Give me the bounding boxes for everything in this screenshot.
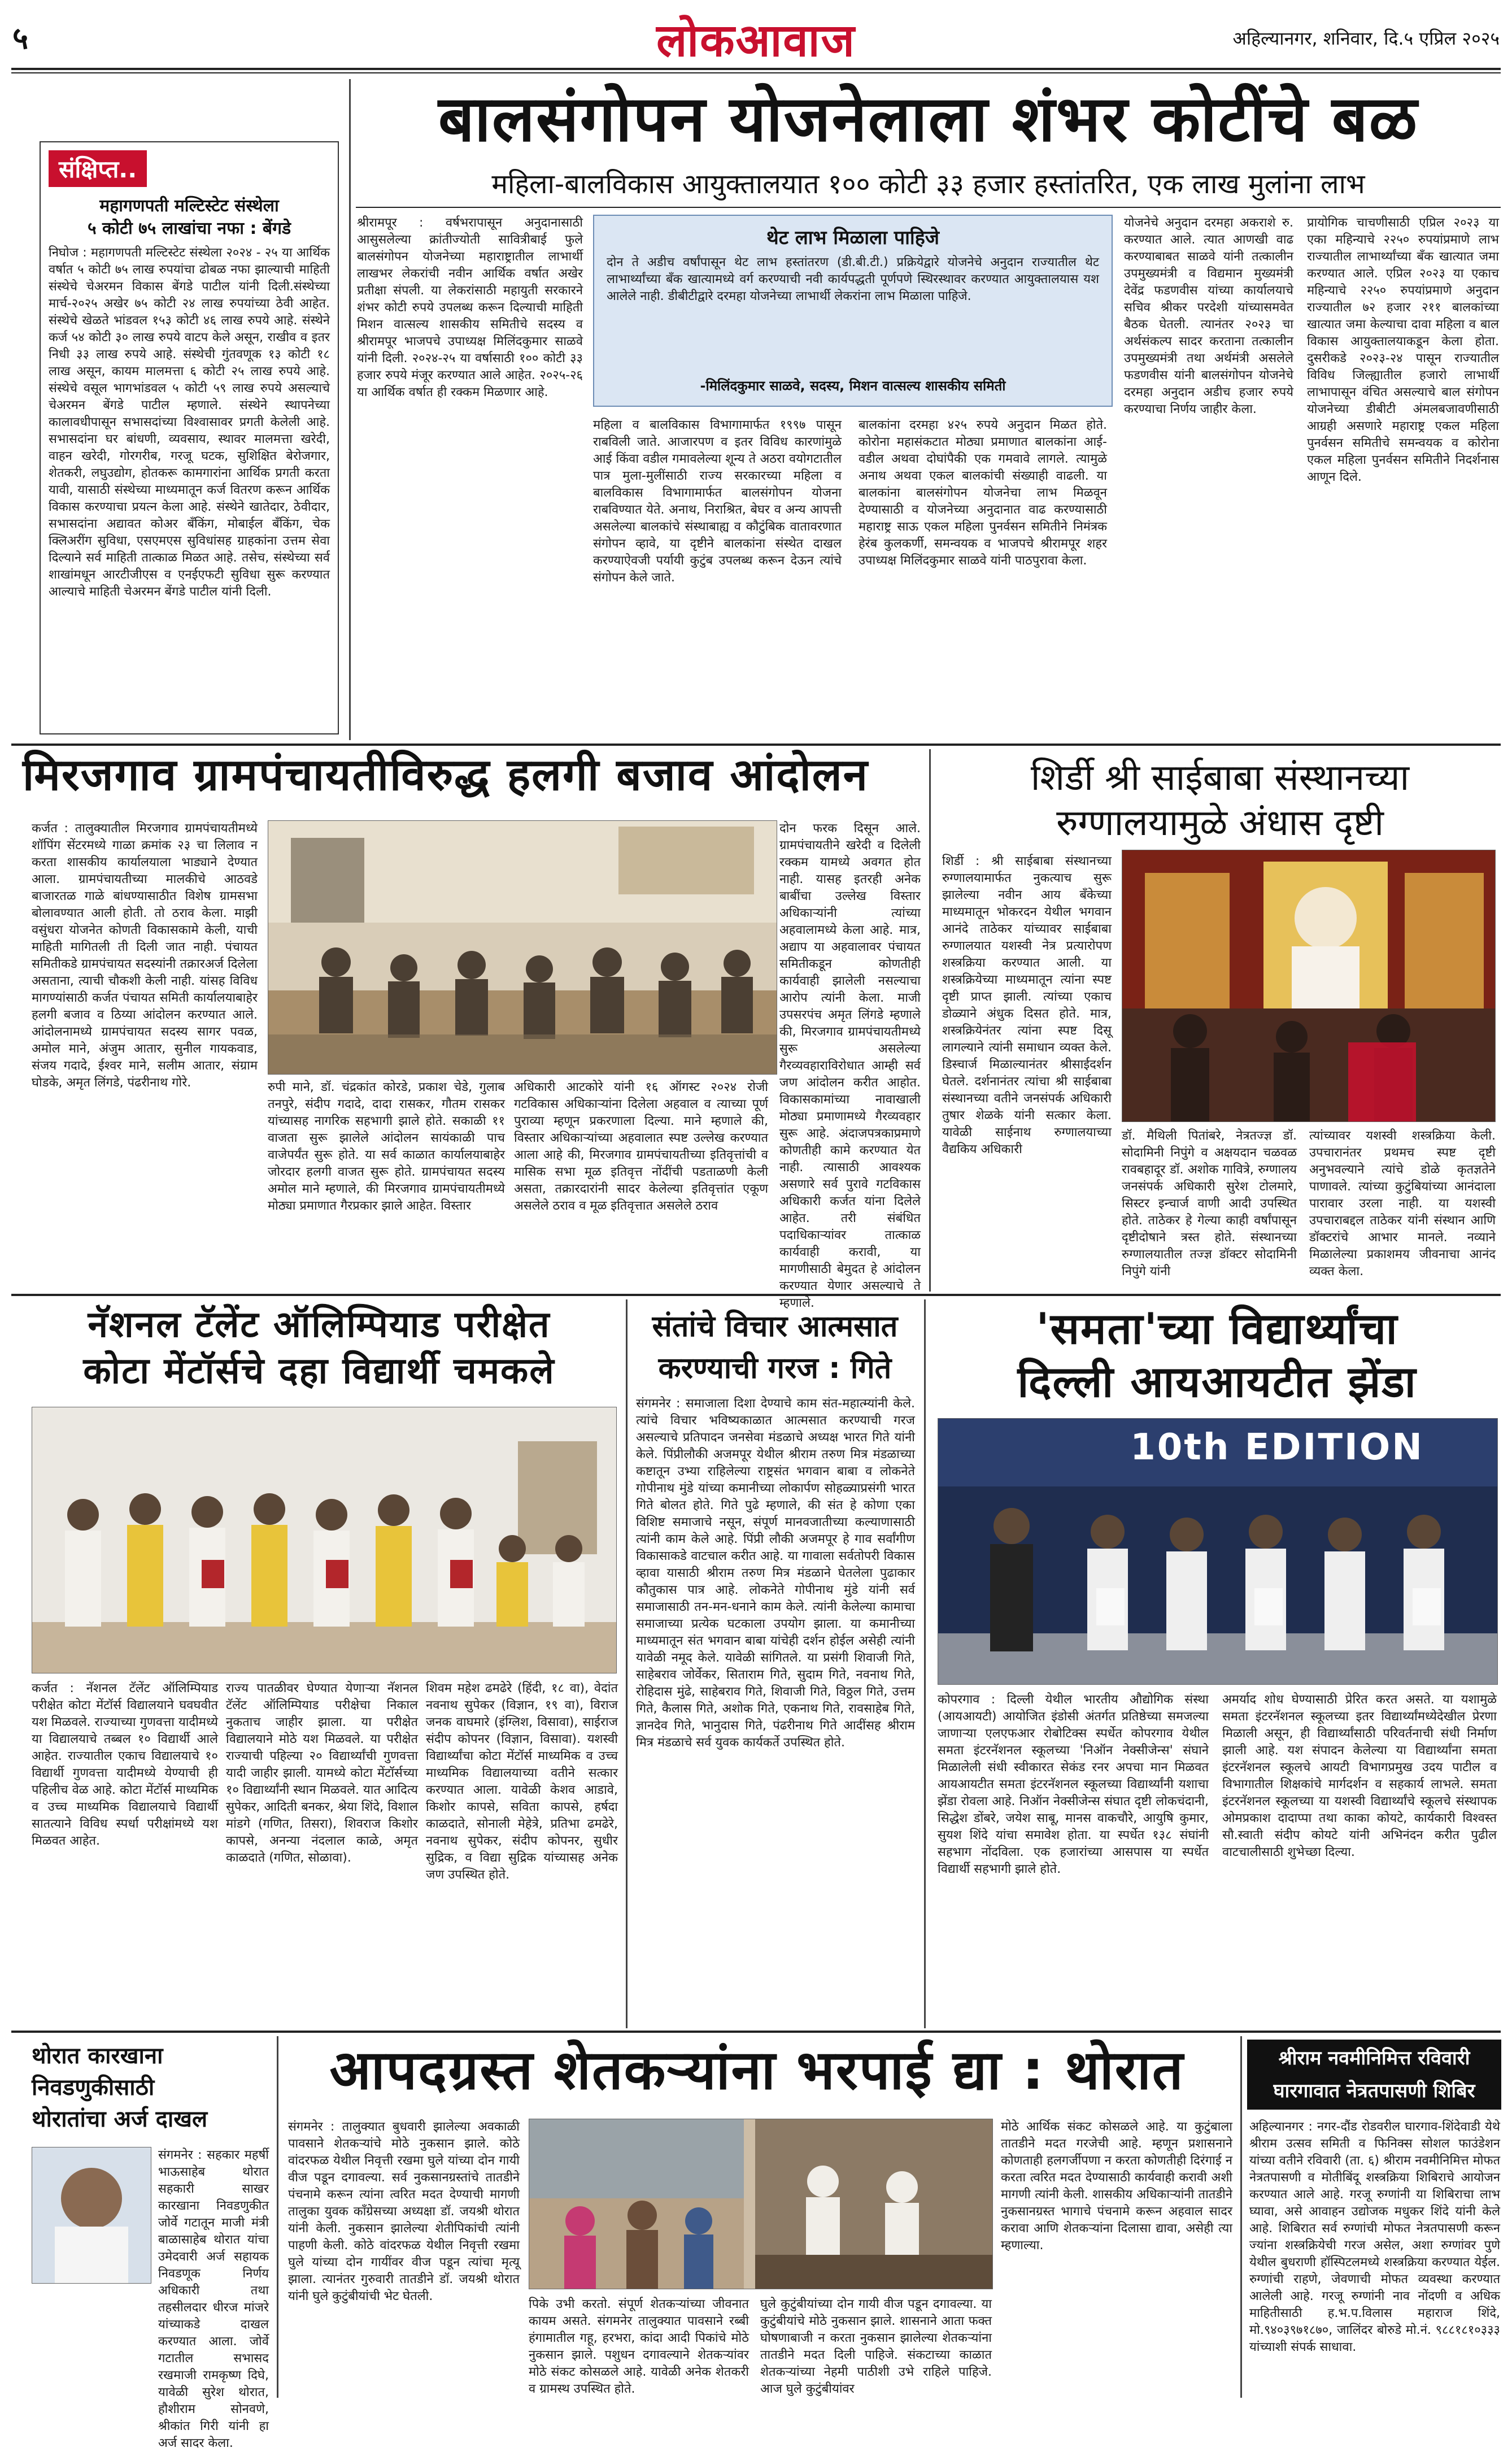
nto-col2: राज्य पातळीवर घेण्यात येणाऱ्या नॅशनल टॅलेंट ऑलिम्पियाड परीक्षेचा निकाल नुकताच जाहीर झाला. या परीक्षेत विद्यालयाने मोठे यश मिळवले. या परीक्षेत राज्याची पहिल्या २० विद्यार्थ्यांची गुणवत्ता यादी जाहीर झाली. यामध्ये कोटा मेंटॉर्सच्या १० विद्यार्थ्यांनी स्थान मिळवले. यात आदित्य सुपेकर, आदिती बनकर, श्रेया शिंदे, विशाल मांडगे (गणित, तिसरा), शिवराज किशोर कापसे, अनन्या नंदलाल काळे, अमृत काळदाते (गणित, सोळावा). [226,1681,418,1865]
shirdi-temple-photo [1122,850,1496,1122]
lead-highlight-box [593,215,1113,407]
thorat-relief-col3: घुले कुटुंबीयांच्या दोन गायी वीज पडून दगावल्या. या कुटुंबीयांचे मोठे नुकसान झाले. शासनाने आता फक्त घोषणाबाजी न करता नुकसान झालेल्या शेतकऱ्यांना तातडीने मदत दिली पाहिजे. संकटाच्या काळात शेतकऱ्यांच्या नेहमी पाठीशी उभे राहिले पाहिजे. आज घुले कुटुंबीयांवर [760,2297,992,2396]
logo-text: लोकआवाज [656,14,856,67]
masthead-rule-thin [11,72,1501,73]
column-rule [924,1299,926,2028]
mirajgaon-col4: दोन फरक दिसून आले. ग्रामपंचायतीने खरेदी व दिलेली रक्कम यामध्ये अवगत होत नाही. यासह इतरही अनेक बाबींचा उल्लेख विस्तार अधिकाऱ्यांनी त्यांच्या अहवालामध्ये केला आहे. मात्र, अद्याप या अहवालावर पंचायत समितीकडून कोणतीही कार्यवाही झालेली नसल्याचा आरोप त्यांनी केला. माजी उपसरपंच अमृत लिंगडे म्हणाले की, मिरजगाव ग्रामपंचायतीमध्ये सुरू असलेल्या गैरव्यवहाराविरोधात आम्ही सर्व जण आंदोलन करीत आहोत. विकासकामांच्या नावाखाली मोठ्या प्रमाणामध्ये गैरव्यवहार सुरू आहे. अंदाजपत्रकाप्रमाणे कोणतीही कामे करण्यात येत नाही. त्यासाठी आवश्यक असणारे सर्व पुरावे गटविकास अधिकारी कर्जत यांना दिलेले आहेत. तरी संबंधित पदाधिकाऱ्यांवर तात्काळ कार्यवाही करावी, या मागणीसाठी बेमुदत हे आंदोलन करण्यात येणार असल्याचे ते म्हणाले. [779,821,921,1310]
section-rule-1 [11,744,1501,746]
saints-body: संगमनेर : समाजाला दिशा देण्याचे काम संत-महात्म्यांनी केले. त्यांचे विचार भविष्यकाळात आत्मसात करण्याची गरज असल्याचे प्रतिपादन जनसेवा मंडळाचे अध्यक्ष भारत गिते यांनी केले. पिंप्रीलौकी अजमपूर येथील श्रीराम तरुण मित्र मंडळाच्या कष्टातून उभ्या राहिलेल्या राष्ट्रसंत भगवान बाबा व लोकनेते गोपीनाथ मुंडे यांच्या कमानीच्या लोकार्पण सोहळ्याप्रसंगी भारत गिते बोलत होते. गिते पुढे म्हणाले, की संत हे कोणा एका विशिष्ट समाजाचे नसून, संपूर्ण मानवजातीच्या कल्याणासाठी त्यांनी काम केले आहे. पिंप्री लौकी अजमपूर हे गाव सर्वांगीण विकासाकडे वाटचाल करीत आहे. या गावाला सर्वतोपरी विकास व्हावा यासाठी श्रीराम तरुण मित्र मंडळाने घेतलेला पुढाकार कौतुकास पात्र आहे. लोकनेते गोपीनाथ मुंडे यांनी सर्व समाजासाठी तन-मन-धनाने काम केले. त्यांनी केलेल्या कामाचा समाजाच्या प्रत्येक घटकाला उपयोग झाला. या कमानीच्या माध्यमातून संत भगवान बाबा यांचेही दर्शन होईल असेही त्यांनी यावेळी नमूद केले. यावेळी सांगितले. या प्रसंगी शिवाजी गिते, साहेबराव जोर्वेकर, सिताराम गिते, सुदाम गिते, नवनाथ गिते, रोहिदास मुंढे, साहेबराव गिते, शिवाजी गिते, विठ्ठल गिते, उत्तम गिते, कैलास गिते, अशोक गिते, एकनाथ गिते, रावसाहेब गिते, ज्ञानदेव गिते, भानुदास गिते, पंढरीनाथ गिते आदींसह श्रीराम मित्र मंडळाचे सर्व युवक कार्यकर्ते उपस्थित होते. [636,1397,915,1750]
dateline: अहिल्यानगर, शनिवार, दि.५ एप्रिल २०२५ [1232,28,1500,49]
thorat-nom-headline-line1: थोरात कारखाना [32,2043,163,2069]
mirajgaon-headline: मिरजगाव ग्रामपंचायतीविरुद्ध हलगी बजाव आंदोलन [23,750,869,801]
brief-title-line2: ५ कोटी ७५ लाखांचा नफा : बेंगडे [87,219,291,238]
lead-box-sign: -मिलिंदकुमार साळवे, सदस्य, मिशन वात्सल्य शासकीय समिती [700,378,1006,394]
lead-col5: प्रायोगिक चाचणीसाठी एप्रिल २०२३ या एका महिन्याचे २२५० रुपयांप्रमाणे लाभ राज्यातील लाभार्थ्यांच्या बँक खात्यात जमा करण्यात आले. एप्रिल २०२३ या एकाच महिन्याचे २२५० रुपयांप्रमाणे अनुदान राज्यातील ७२ हजार २११ बालकांच्या खात्यात जमा केल्याचा दावा महिला व बाल विकास आयुक्तालयाकडून केला होता. दुसरीकडे २०२३-२४ पासून राज्यातील विविध जिल्ह्यातील हजारो लाभार्थी लाभापासून वंचित असल्याचे बाल संगोपन योजनेच्या डीबीटी अंमलबजावणीसाठी आग्रही असणारे महाराष्ट्र एकल महिला पुनर्वसन समितीचे समन्वयक व कोरोना एकल महिला पुनर्वसन समितीने निदर्शनास आणून दिले. [1307,216,1499,484]
column-rule [626,1299,628,2028]
nto-col1: कर्जत : नॅशनल टॅलेंट ऑलिम्पियाड परीक्षेत कोटा मेंटॉर्स विद्यालयाने घवघवीत यश मिळवले. राज्याच्या गुणवत्ता यादीमध्ये या विद्यालयाचे तब्बल १० विद्यार्थी आले आहेत. राज्यातील एकाच विद्यालयाचे १० विद्यार्थी गुणवत्ता यादीमध्ये येण्याची ही पहिलीच वेळ आहे. कोटा मेंटॉर्स माध्यमिक व उच्च माध्यमिक विद्यालयाचे विद्यार्थी सातत्याने विविध स्पर्धा परीक्षांमध्ये यश मिळवत आहेत. [32,1681,218,1848]
nto-headline-line1: नॅशनल टॅलेंट ऑलिम्पियाड परीक्षेत [88,1304,551,1346]
nto-col3: शिवम महेश ढमढेरे (हिंदी, १८ वा), वेदांत नवनाथ सुपेकर (विज्ञान, १९ वा), विराज जनक वाघमारे (इंग्लिश, विसावा), साईराज संदीप कोपनर (विज्ञान, विसावा). यशस्वी विद्यार्थ्यांचा कोटा मेंटॉर्स माध्यमिक व उच्च माध्यमिक विद्यालयाच्या वतीने सत्कार करण्यात आला. यावेळी केशव आडावे, किशोर कापसे, सविता कापसे, हर्षदा काळदाते, सोनाली मेहेत्रे, प्रतिभा ढमढेरे, नवनाथ सुपेकर, संदीप कोपनर, सुधीर सुद्रिक, व विद्या सुद्रिक यांच्यासह अनेक जण उपस्थित होते. [426,1681,618,1882]
column-rule [929,749,931,1292]
thorat-relief-col4: मोठे आर्थिक संकट कोसळले आहे. या कुटुंबाला तातडीने मदत गरजेची आहे. म्हणून प्रशासनाने कोणताही हलगर्जीपणा न करता कोणतीही दिरंगाई न करता त्वरित मदत देण्यासाठी कार्यवाही करावी अशी मागणी त्यांनी केली. शासकीय अधिकाऱ्यांनी तातडीने नुकसानग्रस्त भागाचे पंचनामे करून अहवाल सादर करावा आणि शेतकऱ्यांना दिलासा द्यावा, असेही त्या म्हणाल्या. [1001,2120,1232,2253]
lead-col3: बालकांना दरमहा ४२५ रुपये अनुदान मिळत होते. कोरोना महासंकटात मोठ्या प्रमाणात बालकांना आई-वडील अथवा दोघांपैकी एक गमवावे लागले. त्यामुळे अनाथ अथवा एकल बालकांची संख्याही वाढली. या बालकांना बालसंगोपन योजनेचा लाभ मिळवून देण्यासाठी व योजनेच्या अनुदानात वाढ करण्यासाठी महाराष्ट्र साऊ एकल महिला पुनर्वसन समितीने निमंत्रक हेरंब कुलकर्णी, समन्वयक व भाजपचे श्रीरामपूर शहर उपाध्यक्ष मिलिंदकुमार साळवे यांनी पाठपुरावा केला. [859,418,1107,568]
thorat-nom-headline-line3: थोरातांचा अर्ज दाखल [32,2106,208,2132]
lead-subhead: महिला-बालविकास आयुक्तालयात १०० कोटी ३३ हजार हस्तांतरित, एक लाख मुलांना लाभ [491,168,1365,200]
samata-headline-line2: दिल्ली आयआयटीत झेंडा [1017,1357,1417,1407]
samata-banner-text: 10th EDITION [1130,1427,1424,1468]
column-rule [277,2036,278,2398]
thorat-nom-headline-line2: निवडणुकीसाठी [32,2075,155,2101]
mirajgaon-col3: अधिकारी आटकोरे यांनी १६ ऑगस्ट २०२४ रोजी गटविकास अधिकाऱ्यांना दिलेला अहवाल व त्याच्या पूर्ण पुराव्या म्हणून प्रकरणाला दिल्या. माने म्हणाले की, विस्तार अधिकाऱ्यांच्या अहवालात स्पष्ट उल्लेख करण्यात आला आहे की, मिरजगाव ग्रामपंचायतीच्या इतिवृत्तांची व मासिक सभा मूळ इतिवृत्त नोंदींची पडताळणी केली असता, तक्रारदारांनी सादर केलेल्या इतिवृत्तांत एकूण असलेले ठराव व मूळ इतिवृत्तात असलेले ठराव [514,1080,768,1213]
samata-col2: अमर्याद शोध घेण्यासाठी प्रेरित करत असते. या यशामुळे समता इंटरनॅशनल स्कूलच्या इतर विद्यार्थ्यांमध्येदेखील प्रेरणा मिळाली असून, ही विद्यार्थ्यांसाठी परिवर्तनाची संधी निर्माण झाली आहे. यश संपादन केलेल्या या विद्यार्थ्यांना समता इंटरनॅशनल स्कूलचे आयटी विभागप्रमुख उदय पाटील व विभागातील शिक्षकांचे मार्गदर्शन व सहकार्य लाभले. समता इंटरनॅशनल स्कूलच्या या यशस्वी विद्यार्थ्यांचे स्कूलचे संस्थापक ओमप्रकाश दादाप्पा तथा काका कोयटे, कार्यकारी विश्वस्त सौ.स्वाती संदीप कोयटे यांनी अभिनंदन करीत पुढील वाटचालीसाठी शुभेच्छा दिल्या. [1222,1693,1497,1859]
page-number: ५ [12,20,29,56]
brief-title-line1: महागणपती मल्टिस्टेट संस्थेला [99,196,279,216]
ramnavami-headline-line1: श्रीराम नवमीनिमित्त रविवारी [1278,2047,1470,2070]
thorat-relief-photo [529,2119,993,2289]
brief-box [40,141,339,734]
ramnavami-headline-line2: घारगावात नेत्रतपासणी शिबिर [1273,2080,1475,2102]
lead-col2: महिला व बालविकास विभागामार्फत १९९७ पासून राबविली जाते. आजारपण व इतर विविध कारणांमुळे आई किंवा वडील गमावलेल्या शून्य ते अठरा वयोगटातील पात्र मुला-मुलींसाठी राज्य सरकारच्या महिला व बालविकास विभागामार्फत बालसंगोपन योजना राबविण्यात येते. अनाथ, निराश्रित, बेघर व अन्य आपत्ती असलेल्या बालकांचे संस्थाबाह्य व कौटुंबिक वातावरणात संगोपन व्हावे, या दृष्टीने बालकांना संस्थेत दाखल करण्याऐवजी पर्यायी कुटुंब उपलब्ध करून देऊन त्यांचे संगोपन केले जाते. [593,418,842,585]
brief-body: निघोज : महागणपती मल्टिस्टेट संस्थेला २०२४ - २५ या आर्थिक वर्षात ५ कोटी ७५ लाख रुपयांचा ढोबळ नफा झाल्याची माहिती संस्थेचे चेअरमन विकास बेंगडे पाटील यांनी दिली.संस्थेच्या मार्च-२०२५ अखेर ७५ कोटी २४ लाख रुपयांच्या ठेवी आहेत. संस्थेचे खेळते भांडवल १५३ कोटी ४६ लाख रुपये आहे. संस्थेने कर्ज ५४ कोटी ३० लाख रुपये वाटप केले असून, राखीव व इतर निधी ३३ लाख रुपये आहे. संस्थेची गुंतवणूक १३ कोटी १८ लाख असून, कायम मालमत्ता ६ कोटी २५ लाख रुपये आहे. संस्थेचे वसूल भागभांडवल ५ कोटी ५९ लाख रुपये असल्याचे चेअरमन बेंगडे पाटील म्हणाले. संस्थेने स्थापनेच्या कालावधीपासून सभासदांच्या विश्वासावर प्रगती केलेली आहे. सभासदांना घर बांधणी, व्यवसाय, स्थावर मालमत्ता खरेदी, वाहन खरेदी, गोरगरीब, गरजू घटक, सुशिक्षित बेरोजगार, शेतकरी, लघुउद्योग, होतकरू कामगारांना आर्थिक प्रगती करता यावी, यासाठी संस्थेच्या माध्यमातून कर्ज वितरण करून आर्थिक विकास करण्याचा प्रयत्न केला आहे. संस्थेने खातेदार, ठेवीदार, सभासदांना अद्यावत कोअर बँकिंग, मोबाईल बँकिंग, चेक क्लिअरींग सुविधा, एसएमएस सुविधांसह ग्राहकांना उत्तम सेवा दिल्याने सर्व माहिती तात्काळ मिळत आहे. तसेच, संस्थेच्या सर्व शाखांमधून आरटीजीएस व एनईएफटी सुविधा सुरू करण्यात आल्याचे माहिती चेअरमन बेंगडे पाटील यांनी दिली. [49,246,330,599]
thorat-nom-body: संगमनेर : सहकार महर्षी भाऊसाहेब थोरात सहकारी साखर कारखाना निवडणुकीत जोर्वे गटातून माजी मंत्री बाळासाहेब थोरात यांचा उमेदवारी अर्ज सहायक निवडणूक निर्णय अधिकारी तथा तहसीलदार धीरज मांजरे यांच्याकडे दाखल करण्यात आला. जोर्वे गटातील सभासद रखमाजी रामकृष्ण दिघे, यावेळी सुरेश थोरात, हौशीराम सोनवणे, श्रीकांत गिरी यांनी हा अर्ज सादर केला. [158,2148,269,2450]
samata-col1: कोपरगाव : दिल्ली येथील भारतीय औद्योगिक संस्था (आयआयटी) आयोजित इंडोसी अंतर्गत प्रतिष्ठेच्या समजल्या जाणाऱ्या एलएफआर रोबोटिक्स स्पर्धेत कोपरगाव येथील समता इंटरनॅशनल स्कूलच्या 'निऑन नेक्सीजेन्स' संघाने मिळालेली संधी स्वीकारत सेकंड रनर अपचा मान मिळवत आयआयटीत समता इंटरनॅशनल स्कूलच्या विद्यार्थ्यांनी यशाचा झेंडा रोवला आहे. निऑन नेक्सीजेन्स संघात दृष्टी लोकचंदानी, सिद्धेश डोंबरे, जयेश साबू, मानस वाकचौरे, आयुषि कुमार, सुयश शिंदे यांचा समावेश होता. या स्पर्धेत १३८ संघांनी सहभाग नोंदविला. एक हजारांच्या आसपास या स्पर्धेत विद्यार्थी सहभागी झाले होते. [938,1693,1209,1876]
mirajgaon-protest-photo [268,820,777,1075]
lead-box-body: दोन ते अडीच वर्षांपासून थेट लाभ हस्तांतरण (डी.बी.टी.) प्रक्रियेद्वारे योजनेचे अनुदान राज्यातील थेट लाभार्थ्यांच्या बँक खात्यामध्ये वर्ग करण्याची नवी कार्यपद्धती पूर्णपणे स्थिरस्थावर करण्यात आयुक्तालयास यश आलेले नाही. डीबीटीद्वारे दरमहा योजनेच्या लाभार्थी लेकरांना लाभ मिळाला पाहिजे. [607,255,1099,303]
shirdi-col1: शिर्डी : श्री साईबाबा संस्थानच्या रुग्णालयामार्फत नुकत्याच सुरू झालेल्या नवीन आय बँकेच्या माध्यमातून भोकरदन येथील भगवान आनंदे ताठेकर यांच्यावर साईबाबा रुग्णालयात यशस्वी नेत्र प्रत्यारोपण शस्त्रक्रिया करण्यात आली. या शस्त्रक्रियेच्या माध्यमातून त्यांना स्पष्ट दृष्टी प्राप्त झाली. त्यांच्या एकाच डोळ्याने अंधुक दिसत होते. मात्र, शस्त्रक्रियेनंतर त्यांना स्पष्ट दिसू लागल्याने त्यांनी समाधान व्यक्त केले. डिस्चार्ज मिळाल्यानंतर श्रीसाईदर्शन घेतले. दर्शनानंतर त्यांचा श्री साईबाबा संस्थानच्या वतीने जनसंपर्क अधिकारी तुषार शेळके यांनी सत्कार केला. यावेळी साईनाथ रुग्णालयाच्या वैद्यकिय अधिकारी [942,854,1112,1157]
shirdi-col3: त्यांच्यावर यशस्वी शस्त्रक्रिया केली. उपचारानंतर प्रथमच स्पष्ट दृष्टी अनुभवल्याने त्यांचे डोळे कृतज्ञतेने पाणावले. त्यांच्या कुटुंबियांच्या आनंदाला पारावार उरला नाही. या यशस्वी उपचाराबद्दल ताठेकर यांनी संस्थान आणि डॉक्टरांचे आभार मानले. नव्याने मिळालेल्या प्रकाशमय जीवनाचा आनंद व्यक्त केला. [1309,1129,1496,1279]
lead-headline: बालसंगोपन योजनेलाला शंभर कोटींचे बळ [438,82,1418,156]
column-rule [1240,2036,1242,2398]
ramnavami-body: अहिल्यानगर : नगर-दौंड रोडवरील घारगाव-शिंदेवाडी येथे श्रीराम उत्सव समिती व फिनिक्स सोशल फाउंडेशन यांच्या वतीने रविवारी (ता. ६) श्रीराम नवमीनिमित्त मोफत नेत्रतपासणी व मोतीबिंदू शस्त्रक्रिया शिबिराचे आयोजन करण्यात आले आहे. गरजू रुग्णांनी या शिबिराचा लाभ घ्यावा, असे आवाहन उद्योजक मधुकर शिंदे यांनी केले आहे. शिबिरात सर्व रुग्णांची मोफत नेत्रतपासणी करून ज्यांना शस्त्रक्रियेची गरज असेल, अशा रुग्णांवर पुणे येथील बुधराणी हॉस्पिटलमध्ये शस्त्रक्रिया करण्यात येईल. रुग्णांची राहणे, जेवणाची मोफत व्यवस्था करण्यात आलेली आहे. गरजू रुग्णांनी नाव नोंदणी व अधिक माहितीसाठी ह.भ.प.विलास महाराज शिंदे, मो.९४०३९७१८७०, जालिंदर बोरुडे मो.नं. ९८८१८१०३३३ यांच्याशी संपर्क साधावा. [1249,2120,1500,2354]
lead-col1: श्रीरामपूर : वर्षभरापासून अनुदानासाठी आसुसलेल्या क्रांतीज्योती सावित्रीबाई फुले बालसंगोपन योजनेच्या महाराष्ट्रातील लाभार्थी लाखभर लेकरांची नवीन आर्थिक वर्षात अखेर प्रतीक्षा संपली. या लेकरांसाठी महायुती सरकारने शंभर कोटी रुपये उपलब्ध करून दिल्याची माहिती मिशन वात्सल्य शासकीय समितीचे सदस्य व श्रीरामपूर भाजपचे उपाध्यक्ष मिलिंदकुमार साळवे यांनी दिली. २०२४-२५ या वर्षासाठी १०० कोटी ३३ हजार रुपये मंजूर करण्यात आले आहेत. २०२५-२६ या आर्थिक वर्षात ही रक्कम मिळणार आहे. [357,216,583,399]
samata-students-photo [938,1418,1498,1685]
mirajgaon-col2: रुपी माने, डॉ. चंद्रकांत कोरडे, प्रकाश चेडे, गुलाब तनपुरे, संदीप गदादे, दादा रासकर, गौतम रासकर यांच्यासह नागरिक सहभागी झाले होते. सकाळी ११ वाजता सुरू झालेले आंदोलन सायंकाळी पाच वाजेपर्यंत सुरू होते. या सर्व काळात कार्यालयाबाहेर जोरदार हलगी वाजत सुरू होते. ग्रामपंचायत सदस्य अमोल माने म्हणाले, की मिरजगाव ग्रामपंचायतीमध्ये मोठ्या प्रमाणात गैरप्रकार झाले आहेत. विस्तार [268,1080,505,1213]
masthead-rule [11,68,1501,70]
lead-sub-rule [356,207,1501,208]
ramnavami-header-box [1247,2040,1501,2110]
section-rule-2 [11,1294,1501,1296]
shirdi-headline-line1: शिर्डी श्री साईबाबा संस्थानच्या [1030,757,1410,799]
shirdi-headline-line2: रुग्णालयामुळे अंधास दृष्टी [1056,802,1384,844]
lead-col4: योजनेचे अनुदान दरमहा अकराशे रु. करण्यात आले. त्यात आणखी वाढ करण्याबाबत साळवे यांनी तत्कालीन उपमुख्यमंत्री व विद्यमान मुख्यमंत्री देवेंद्र फडणवीस यांच्या कार्यालयाचे सचिव श्रीकर परदेशी यांच्यासमवेत बैठक घेतली. त्यानंतर २०२३ चा अर्थसंकल्प सादर करताना तत्कालीन उपमुख्यमंत्री तथा अर्थमंत्री असलेले फडणवीस यांनी बालसंगोपन योजनेचे दरमहा अनुदान अडीच हजार रुपये करण्याचा निर्णय जाहीर केला. [1124,216,1293,416]
thorat-relief-headline: आपदग्रस्त शेतकऱ्यांना भरपाई द्या : थोरात [329,2038,1184,2102]
nto-students-photo [32,1407,617,1673]
thorat-relief-col2: पिके उभी करतो. संपूर्ण शेतकऱ्यांच्या जीवनात कायम असते. संगमनेर तालुक्यात पावसाने रब्बी हंगामातील गहू, हरभरा, कांदा आदी पिकांचे मोठे नुकसान झाले. पशुधन दगावल्याने शेतकऱ्यांवर मोठे संकट कोसळले आहे. यावेळी अनेक शेतकरी व ग्रामस्थ उपस्थित होते. [529,2297,749,2396]
saints-headline-line2: करण्याची गरज : गिते [658,1351,892,1385]
nto-headline-line2: कोटा मेंटॉर्सचे दहा विद्यार्थी चमकले [83,1350,555,1392]
shirdi-col2: डॉ. मैथिली पितांबरे, नेत्रतज्ज्ञ डॉ. सोदामिनी निपुंगे व अक्षयदान चळवळ रावबहादूर डॉ. अशोक गावित्रे, रुग्णालय जनसंपर्क अधिकारी सुरेश टोलमारे, सिस्टर इन्चार्ज वाणी आदी उपस्थित होते. ताठेकर हे गेल्या काही वर्षांपासून दृष्टीदोषाने त्रस्त होते. संस्थानच्या रुग्णालयातील तज्ज्ञ डॉक्टर सोदामिनी निपुंगे यांनी [1122,1129,1297,1279]
mirajgaon-col1: कर्जत : तालुक्यातील मिरजगाव ग्रामपंचायतीमध्ये शॉपिंग सेंटरमध्ये गाळा क्रमांक २३ चा लिलाव न करता शासकीय कार्यालयाला भाड्याने देण्यात आला. ग्रामपंचायतीच्या मालकीचे आठवडे बाजारतळ गाळे बांधण्यासाठीत विशेष ग्रामसभा बोलावण्यात आली होती. तो ठराव केला. माझी वसुंधरा योजनेत कोणती विकासकामे केली, याची माहिती मागितली ती दिली जात नाही. पंचायत समितीकडे ग्रामपंचायत सदस्यांनी तक्रारअर्ज दिलेला असताना, त्याची चौकशी केली नाही. यांसह विविध मागण्यांसाठी कर्जत पंचायत समिती कार्यालयाबाहेर हलगी बजाव व ठिय्या आंदोलन करण्यात आले. आंदोलनामध्ये ग्रामपंचायत सदस्य सागर पवळ, अमोल माने, अंजुम आतार, सुनील गायकवाड, संजय गदादे, ईश्वर माने, सलीम आतार, संग्राम घोडके, अमृत लिंगडे, पंढरीनाथ गोरे. [32,821,258,1090]
section-rule-3 [11,2031,1501,2033]
column-rule [349,79,351,740]
brief-badge: संक्षिप्त.. [49,150,147,187]
thorat-relief-col1: संगमनेर : तालुक्यात बुधवारी झालेल्या अवकाळी पावसाने शेतकऱ्यांचे मोठे नुकसान झाले. कोठे वांदरफळ येथील निवृत्ती रखमा घुले यांच्या दोन गायी वीज पडून दगावल्या. सर्व नुकसानग्रस्तांचे तातडीने पंचनामे करून त्यांना त्वरित मदत देण्याची मागणी तालुका युवक काँग्रेसच्या अध्यक्षा डॉ. जयश्री थोरात यांनी केली. नुकसान झालेल्या शेतीपिकांची त्यांनी पाहणी केली. कोठे वांदरफळ येथील निवृत्ती रखमा घुले यांच्या दोन गायींवर वीज पडून त्यांचा मृत्यू झाला. त्यानंतर गुरुवारी तातडीने डॉ. जयश्री थोरात यांनी घुले कुटुंबीयांची भेट घेतली. [288,2120,520,2303]
saints-headline-line1: संतांचे विचार आत्मसात [652,1310,898,1344]
lead-box-title: थेट लाभ मिळाला पाहिजे [766,227,939,249]
samata-headline-line1: 'समता'च्या विद्यार्थ्यांचा [1036,1303,1398,1354]
